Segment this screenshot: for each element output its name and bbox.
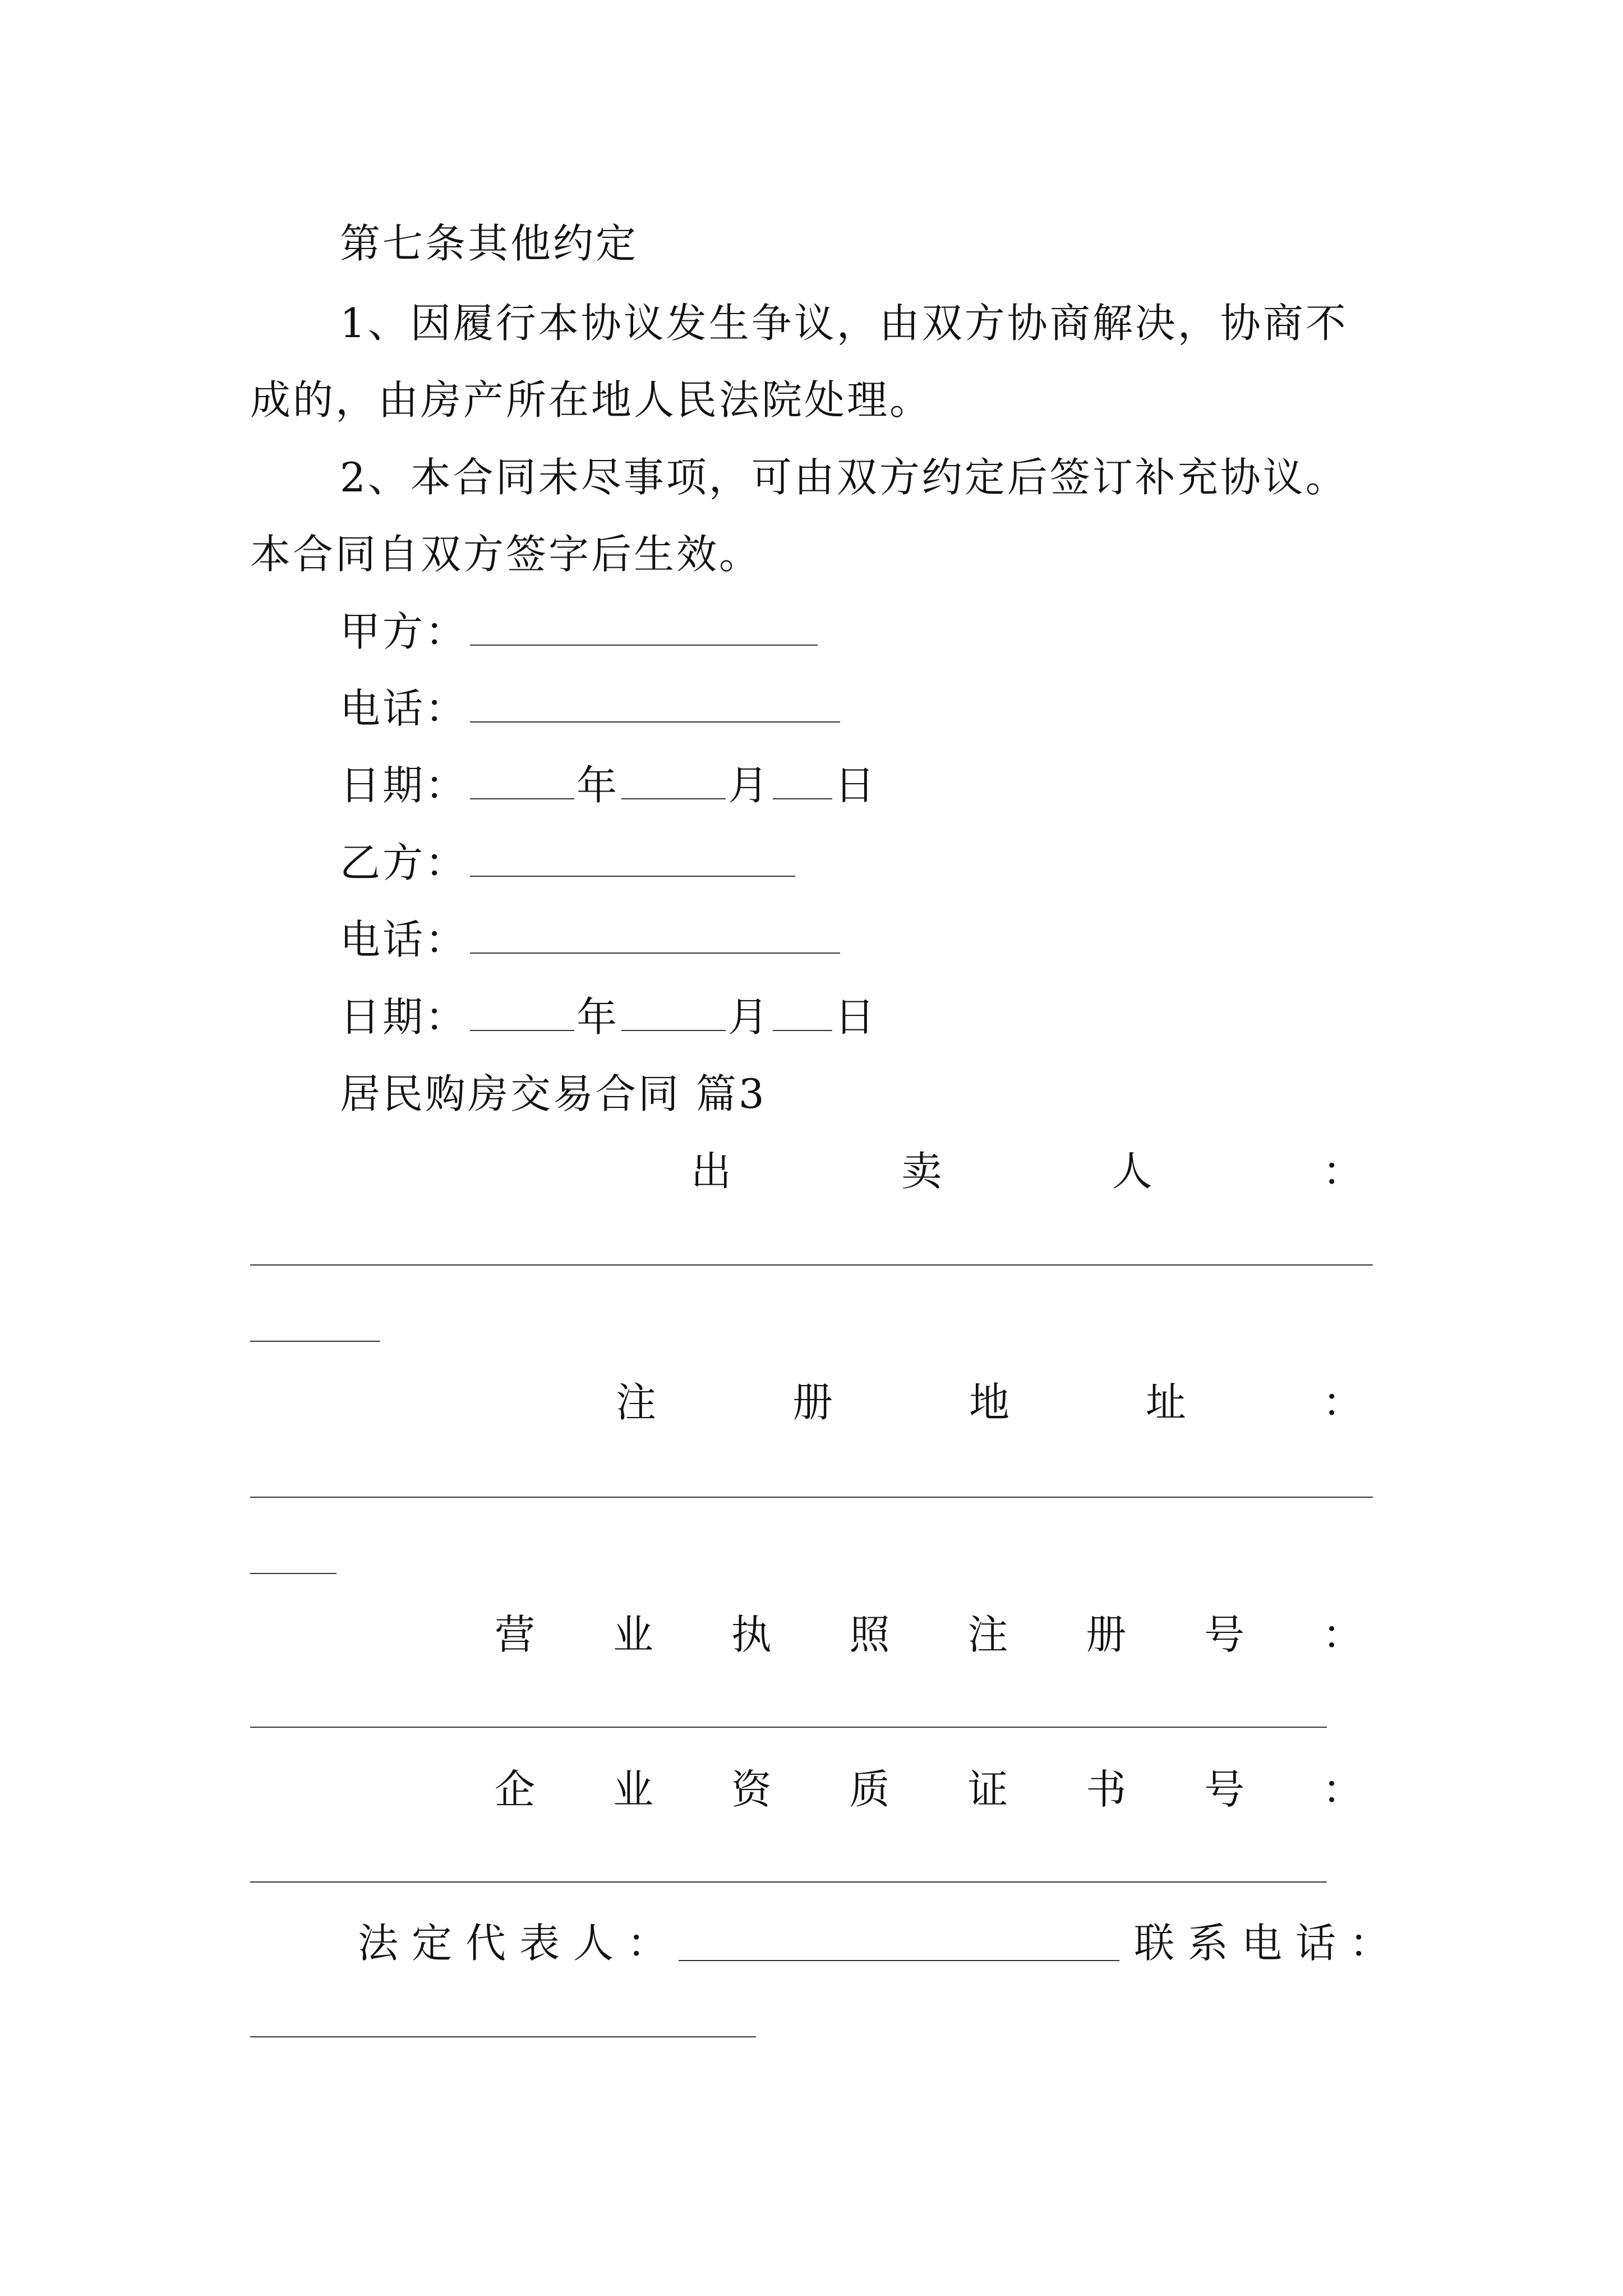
license-char: 营	[495, 1611, 536, 1658]
qualification-certificate-field-line[interactable]	[250, 1881, 1327, 1883]
qualification-char: ：	[1322, 1766, 1363, 1813]
address-field-line-2[interactable]	[250, 1573, 336, 1574]
party-b-phone-row	[340, 913, 842, 967]
party-b-year-label: 年	[577, 993, 620, 1041]
party-a-month-label: 月	[728, 762, 771, 809]
license-char: 册	[1086, 1611, 1127, 1658]
qualification-certificate-label	[495, 1763, 1363, 1816]
article-item-1-line-1: 1、因履行本协议发生争议，由双方协商解决，协商不	[340, 300, 1348, 347]
party-b-month-field[interactable]	[621, 993, 726, 1031]
party-a-year-field[interactable]	[470, 761, 574, 799]
party-b-day-field[interactable]	[773, 993, 832, 1031]
legal-rep-label: 法定代表人：	[358, 1920, 681, 1967]
party-b-year-field[interactable]	[470, 993, 574, 1031]
business-license-label	[495, 1608, 1363, 1662]
address-char: 册	[792, 1379, 833, 1426]
seller-field-line-1[interactable]	[250, 1264, 1373, 1266]
party-b-name-field[interactable]	[470, 839, 795, 877]
seller-char: 人	[1112, 1148, 1152, 1195]
party-b-date-label: 日期：	[340, 993, 468, 1041]
contract-title: 居民购房交易合同 篇3	[340, 1070, 767, 1117]
address-char: 址	[1145, 1379, 1186, 1426]
seller-char: ：	[1322, 1148, 1363, 1195]
party-b-month-label: 月	[728, 993, 771, 1041]
party-a-month-field[interactable]	[621, 761, 726, 799]
registered-address-label	[616, 1375, 1363, 1429]
license-char: 执	[731, 1611, 772, 1658]
party-a-date-label: 日期：	[340, 762, 468, 809]
qualification-char: 书	[1086, 1766, 1127, 1813]
qualification-char: 资	[731, 1766, 772, 1813]
party-a-name-row	[340, 605, 820, 659]
party-b-phone-field[interactable]	[470, 915, 840, 954]
qualification-char: 证	[967, 1766, 1008, 1813]
article-item-2-line-2: 本合同自双方签字后生效。	[250, 531, 762, 578]
party-b-date-row	[340, 990, 877, 1044]
license-char: 号	[1204, 1611, 1245, 1658]
license-char: 照	[849, 1611, 890, 1658]
license-char: 注	[967, 1611, 1008, 1658]
contact-phone-field-line[interactable]	[250, 2036, 756, 2037]
license-char: ：	[1322, 1611, 1363, 1658]
qualification-char: 企	[495, 1766, 536, 1813]
business-license-field-line[interactable]	[250, 1727, 1327, 1728]
seller-field-line-2[interactable]	[250, 1341, 380, 1342]
party-a-name-label: 甲方：	[340, 608, 468, 655]
party-a-name-field[interactable]	[470, 608, 818, 646]
party-b-phone-label: 电话：	[340, 916, 468, 963]
legal-rep-field-line[interactable]	[679, 1960, 1119, 1961]
qualification-char: 业	[612, 1766, 653, 1813]
seller-char: 卖	[901, 1148, 942, 1195]
party-a-phone-row	[340, 682, 842, 735]
address-char: 注	[616, 1379, 657, 1426]
address-char: 地	[969, 1379, 1009, 1426]
party-b-name-label: 乙方：	[340, 839, 468, 886]
qualification-char: 质	[849, 1766, 890, 1813]
license-char: 业	[612, 1611, 653, 1658]
address-field-line-1[interactable]	[250, 1497, 1373, 1498]
party-a-year-label: 年	[577, 762, 620, 809]
article-item-1-line-2: 成的，由房产所在地人民法院处理。	[250, 376, 933, 424]
seller-label	[691, 1144, 1363, 1198]
party-a-day-field[interactable]	[773, 761, 832, 799]
qualification-char: 号	[1204, 1766, 1245, 1813]
party-b-name-row	[340, 836, 797, 890]
contact-phone-label: 联系电话：	[1134, 1920, 1404, 1967]
article-heading: 第七条其他约定	[340, 220, 639, 267]
party-a-phone-label: 电话：	[340, 685, 468, 732]
seller-char: 出	[691, 1148, 732, 1195]
party-a-date-row	[340, 758, 877, 812]
party-a-phone-field[interactable]	[470, 684, 840, 723]
address-char: ：	[1322, 1379, 1363, 1426]
party-a-day-label: 日	[834, 762, 878, 809]
article-item-2-line-1: 2、本合同未尽事项，可由双方约定后签订补充协议。	[340, 454, 1348, 501]
party-b-day-label: 日	[834, 993, 878, 1041]
